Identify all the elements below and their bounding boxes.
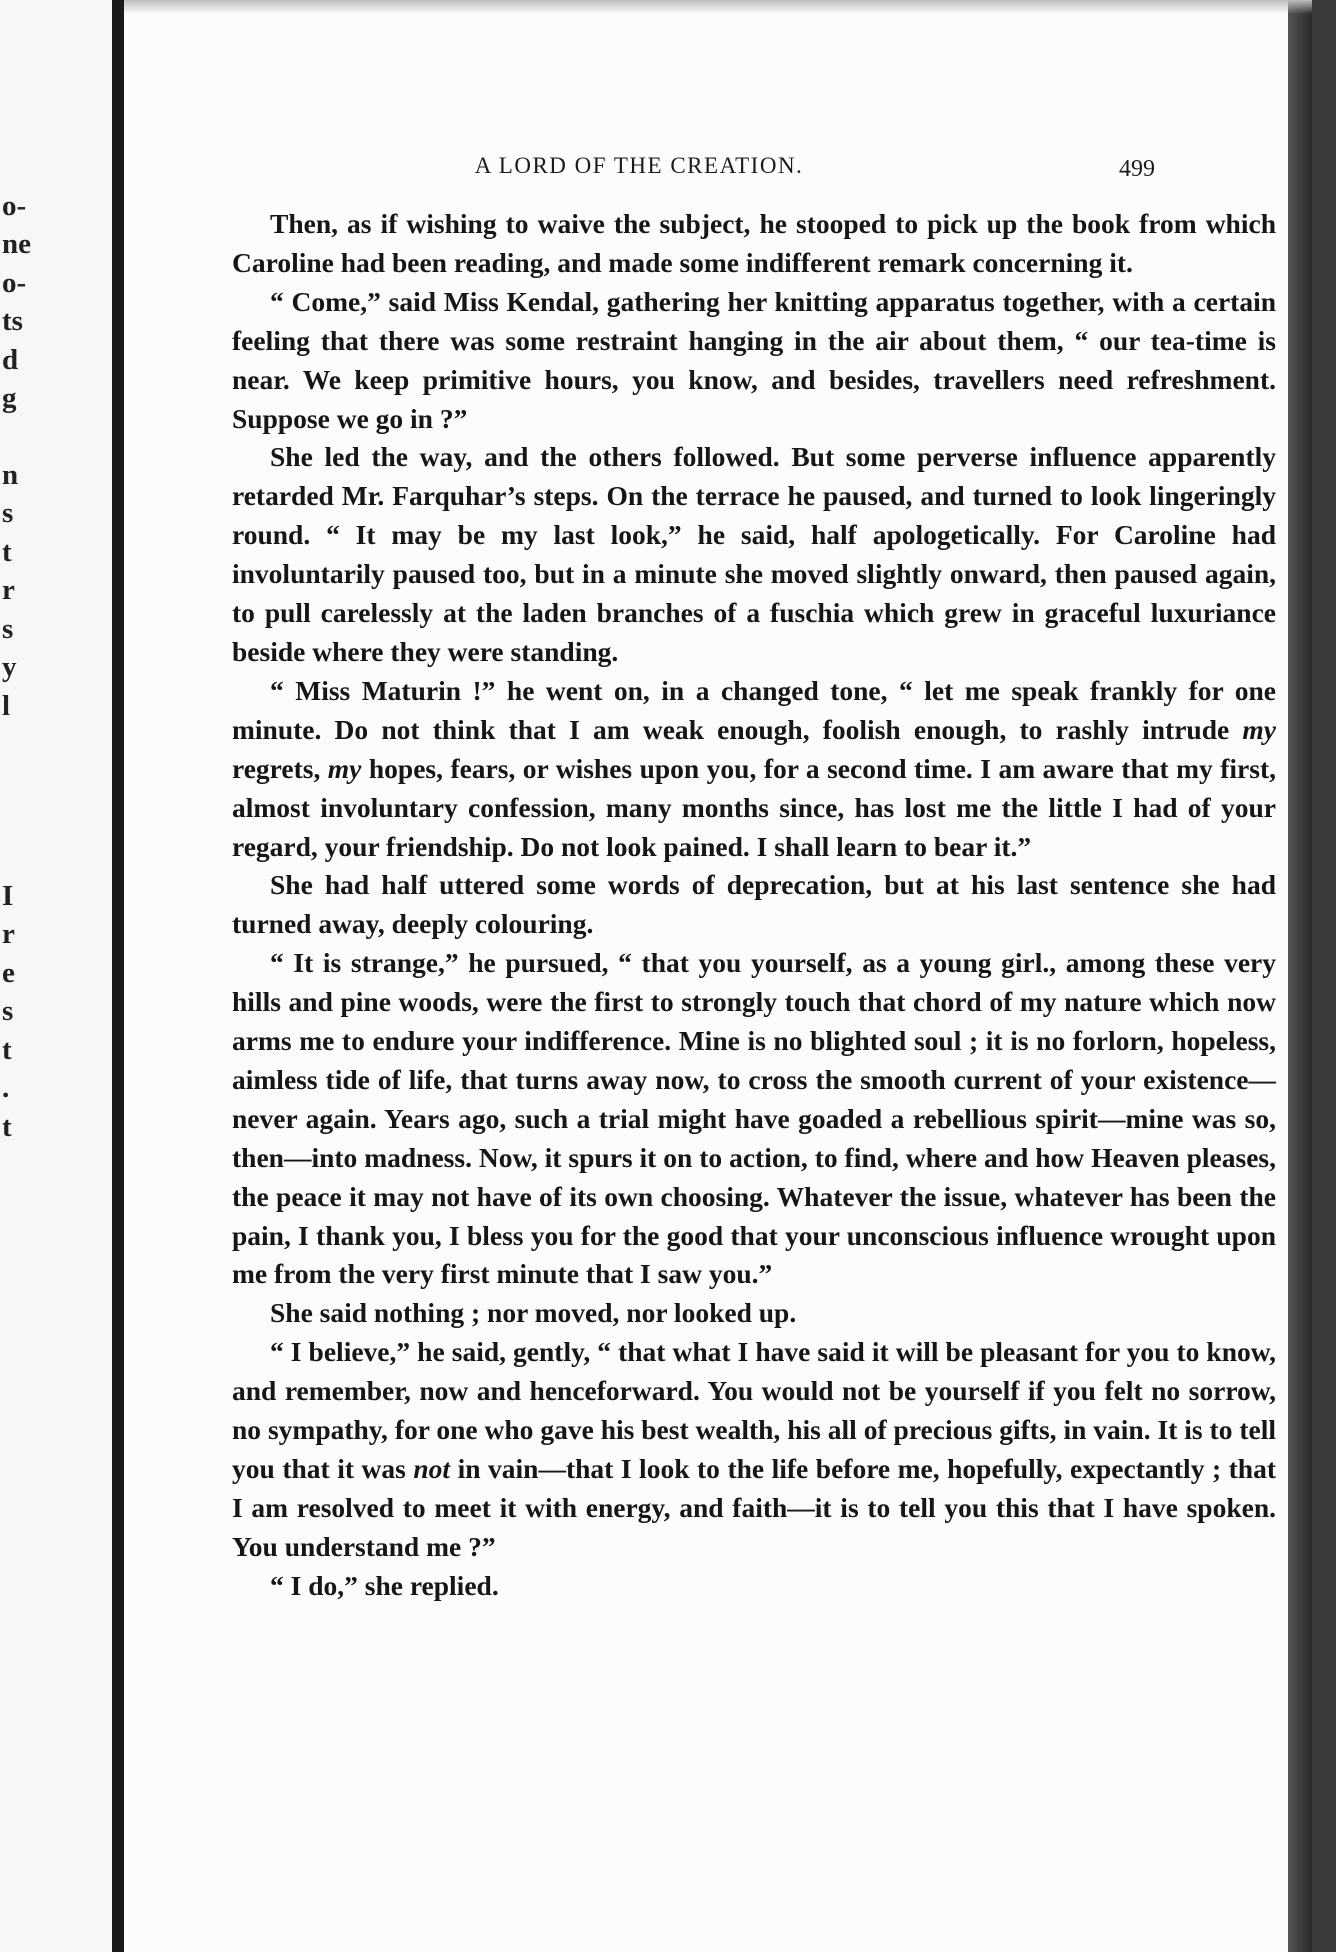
paragraph-text: “ I believe,” he said, gently, “ that what I have said it will be pleasant for you to know, and remember, now and henceforward. You would not be yourself if you felt no sorrow, no sympathy, for one who gave his best wealth, his all of precious gifts, in vain. It is to tell you that it was	[232, 1336, 1276, 1484]
prev-page-fragment: ne	[2, 228, 31, 260]
paragraph-text: “ Miss Maturin !” he went on, in a changed tone, “ let me speak frankly for one minute. Do not think that I am weak enough, foolish enough, to rashly intrude	[232, 674, 1276, 745]
page-number: 499	[1119, 156, 1155, 182]
paragraph: “ I do,” she replied.	[270, 1569, 499, 1601]
paragraph: “ Come,” said Miss Kendal, gathering her knitting apparatus together, with a certain feeling that there was some restraint hanging in the air about them, “ our tea-time is near. We keep primitive hours, you know, and besides, travellers need refreshment. Suppose we go in ?”	[232, 285, 1276, 434]
paragraph: She had half uttered some words of deprecation, but at his last sentence she had turned away, deeply colouring.	[232, 869, 1276, 940]
body-text	[232, 205, 1276, 1606]
prev-page-fragment: t	[2, 536, 12, 568]
italic-word: not	[413, 1453, 451, 1484]
paragraph-text: hopes, fears, or wishes upon you, for a second time. I am aware that my first, almost involuntary confession, many months since, has lost me the little I had of your regard, your friendship. Do not look pained. I shall learn to bear it.”	[232, 752, 1276, 862]
prev-page-fragment: s	[2, 995, 14, 1027]
paragraph	[232, 1333, 1276, 1566]
prev-page-fragment: I	[2, 880, 14, 912]
paragraph: Then, as if wishing to waive the subject, he stooped to pick up the book from which Caroline had been reading, and made some indifferent remark concerning it.	[232, 208, 1276, 278]
prev-page-fragment: y	[2, 651, 17, 683]
prev-page-fragment: r	[2, 918, 15, 950]
paragraph	[232, 672, 1276, 867]
prev-page-fragment: e	[2, 957, 15, 989]
paragraph: “ It is strange,” he pursued, “ that you yourself, as a young girl., among these very hills and pine woods, were the first to strongly touch that chord of my nature which now arms me to endure your indifference. Mine is no blighted soul ; it is no forlorn, hopeless, aimless tide of life, that turns away now, to cross the smooth current of your existence—never again. Years ago, such a trial might have goaded a rebellious spirit—mine was so, then—into madness. Now, it spurs it on to action, to find, where and how Heaven pleases, the peace it may not have of its own choosing. Whatever the issue, whatever has been the pain, I thank you, I bless you for the good that your unconscious influence wrought upon me from the very first minute that I saw you.”	[232, 947, 1276, 1290]
prev-page-fragment: g	[2, 382, 17, 414]
prev-page-fragment: d	[2, 344, 19, 376]
prev-page-fragment: s	[2, 497, 14, 529]
italic-word: my	[327, 752, 362, 784]
book-page	[124, 0, 1312, 1952]
paragraph: She said nothing ; nor moved, nor looked up.	[270, 1297, 797, 1329]
prev-page-fragment: l	[2, 690, 11, 722]
prev-page-fragment: s	[2, 613, 14, 645]
italic-word: my	[1242, 713, 1277, 745]
paragraph-text: in vain—that I look to the life before me, hopefully, expectantly ; that I am resolved to meet it with energy, and faith—it is to tell you this that I have spoken. You understand me ?”	[232, 1453, 1277, 1562]
prev-page-fragment: t	[2, 1111, 12, 1143]
prev-page-fragment: r	[2, 574, 15, 606]
paragraph-text: regrets,	[232, 752, 328, 784]
prev-page-fragment: ts	[2, 305, 23, 337]
page-edge-shadow	[1288, 0, 1312, 1952]
prev-page-fragment: o-	[2, 190, 27, 222]
paragraph: She led the way, and the others followed. But some perverse influence apparently retarded Mr. Farquhar’s steps. On the terrace he paused, and turned to look lingeringly round. “ It may be my last look,” he said, half apologetically. For Caroline had involuntarily paused too, but in a minute she moved slightly onward, then paused again, to pull carelessly at the laden branches of a fuschia which grew in graceful luxuriance beside where they were standing.	[232, 441, 1276, 667]
prev-page-fragment: o-	[2, 267, 27, 299]
prev-page-fragment: .	[2, 1072, 10, 1104]
prev-page-fragment: n	[2, 459, 19, 491]
page-top-shadow	[124, 0, 1312, 14]
running-head: A LORD OF THE CREATION.	[474, 153, 804, 178]
binding-gutter	[112, 0, 124, 1952]
previous-page-margin	[0, 0, 124, 1952]
prev-page-fragment: t	[2, 1034, 12, 1066]
